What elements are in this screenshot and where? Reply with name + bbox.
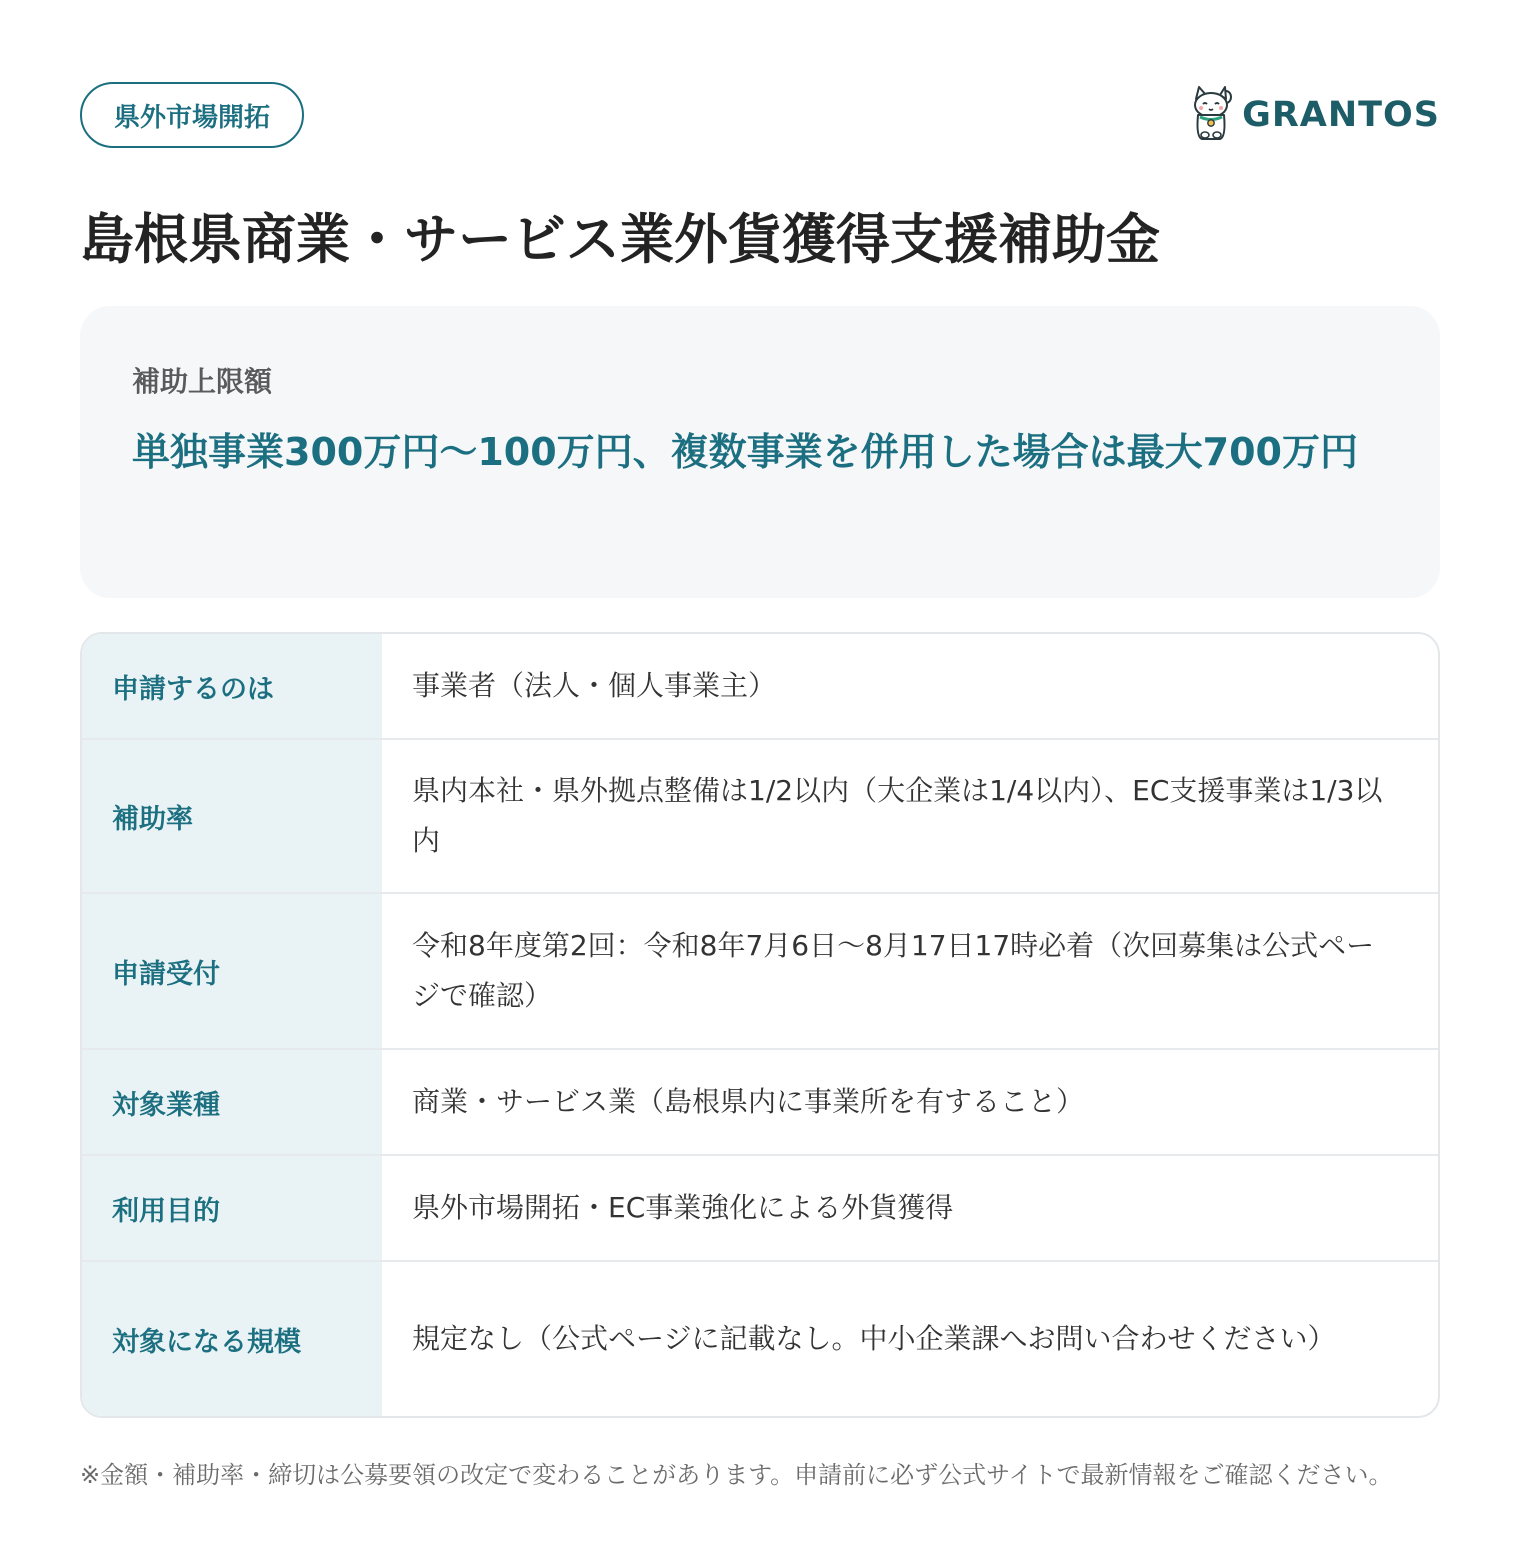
table-row [82,1048,1438,1154]
table-row [82,1260,1438,1416]
amount-value: 単独事業300万円〜100万円、複数事業を併用した場合は最大700万円 [132,430,1358,474]
amount-label: 補助上限額 [132,365,273,398]
info-table [80,632,1440,1418]
row-value: 商業・サービス業（島根県内に事業所を有すること） [412,1085,1085,1118]
page [80,80,1440,1500]
maneki-neko-cat-icon [1190,85,1234,145]
table-row [82,738,1438,892]
header [80,80,1440,150]
page-title: 島根県商業・サービス業外貨獲得支援補助金 [80,208,1160,271]
amount-card [80,306,1440,598]
row-label: 対象業種 [82,1050,382,1154]
row-label: 申請するのは [82,634,382,738]
row-label: 申請受付 [82,894,382,1048]
table-row [82,1154,1438,1260]
row-value: 事業者（法人・個人事業主） [412,669,777,702]
row-label: 補助率 [82,740,382,892]
table-row [82,892,1438,1048]
row-value: 県内本社・県外拠点整備は1/2以内（大企業は1/4以内）、EC支援事業は1/3以内 [412,774,1383,857]
row-value: 令和8年度第2回：令和8年7月6日〜8月17日17時必着（次回募集は公式ページで確認） [412,929,1375,1012]
row-label: 利用目的 [82,1156,382,1260]
disclaimer-note: ※金額・補助率・締切は公募要領の改定で変わることがあります。申請前に必ず公式サイトで最新情報をご確認ください。 [80,1461,1393,1489]
row-label: 対象になる規模 [82,1262,382,1416]
brand-logo [1190,85,1440,145]
row-value: 規定なし（公式ページに記載なし。中小企業課へお問い合わせください） [412,1322,1336,1355]
category-tag: 県外市場開拓 [80,82,304,148]
row-value: 県外市場開拓・EC事業強化による外貨獲得 [412,1191,954,1224]
brand-name: GRANTOS [1242,95,1440,135]
table-row [82,634,1438,738]
